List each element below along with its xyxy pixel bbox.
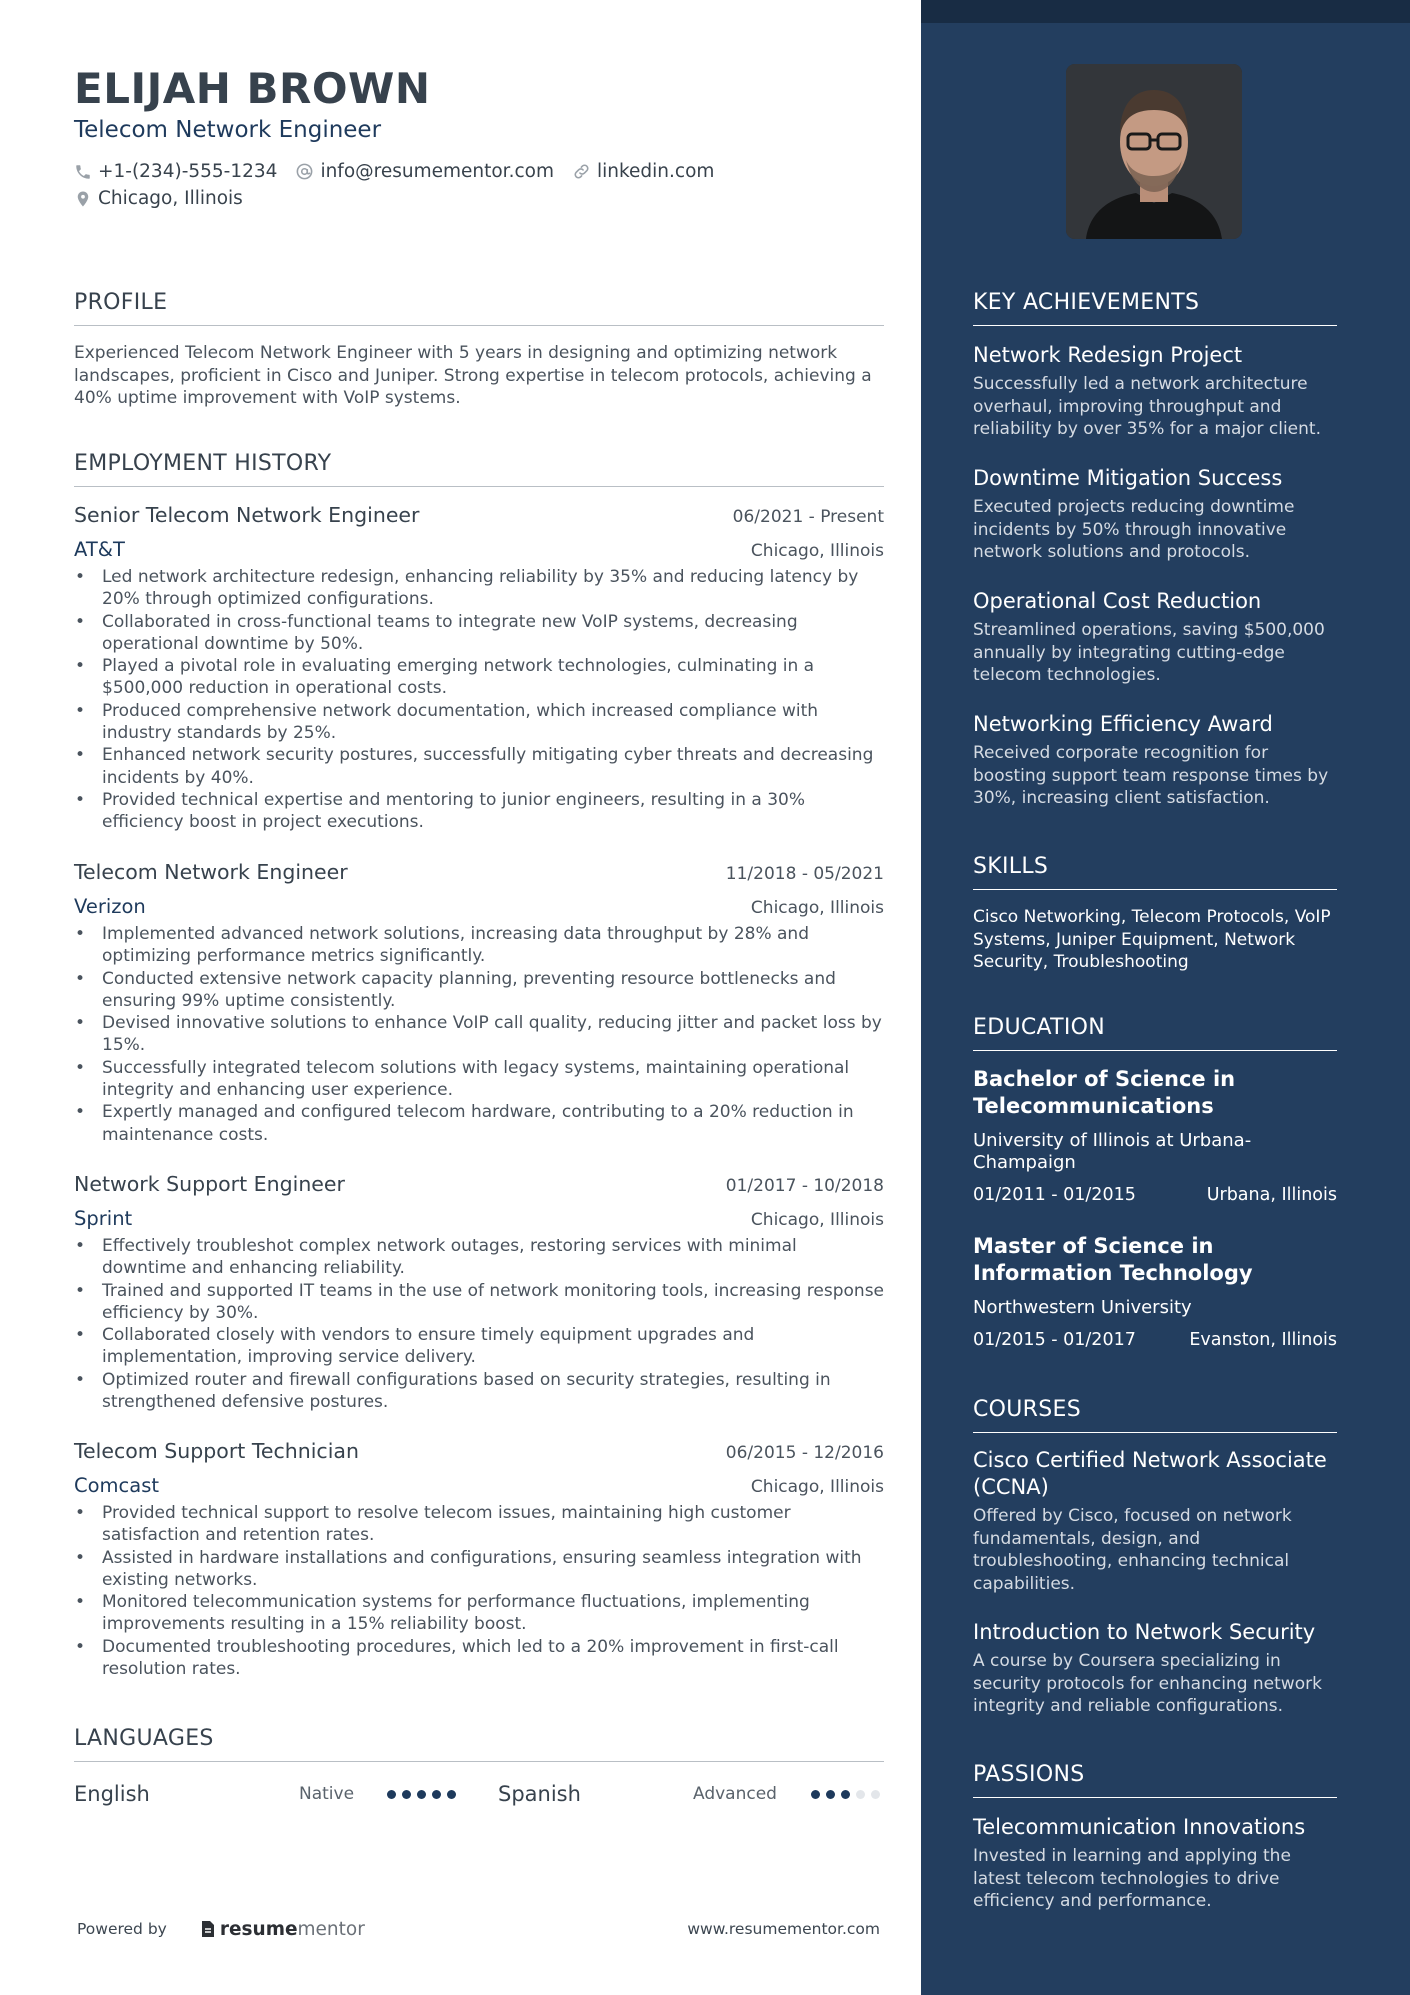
language-rating — [811, 1790, 886, 1799]
job-title: Telecom Network Engineer — [74, 117, 382, 143]
job-dates: 01/2017 - 10/2018 — [725, 1176, 884, 1196]
powered-by-label: Powered by — [77, 1920, 167, 1938]
passion-desc: Invested in learning and applying the latest telecom technologies to drive efficiency and performance. — [973, 1846, 1291, 1911]
language-rating — [387, 1790, 462, 1799]
education-dates: 01/2015 - 01/2017 — [973, 1330, 1136, 1350]
achievement-desc: Received corporate recognition for boosting support team response times by 30%, increasing client satisfaction. — [973, 743, 1329, 808]
education-location: Evanston, Illinois — [1189, 1330, 1337, 1350]
job-role: Telecom Network Engineer — [74, 860, 348, 884]
bullet-item: • Successfully integrated telecom solutions with legacy systems, maintaining operational integrity and enhancing user experience. — [74, 1057, 884, 1102]
education-degree: Master of Science in Information Technology — [973, 1234, 1253, 1285]
job-company: Verizon — [74, 895, 146, 918]
profile-photo — [1066, 64, 1242, 239]
job-location: Chicago, Illinois — [750, 1210, 884, 1230]
achievement-title: Network Redesign Project — [973, 343, 1243, 367]
job-entry — [74, 503, 884, 834]
education-degree: Bachelor of Science in Telecommunications — [973, 1067, 1236, 1118]
language-item — [74, 1779, 150, 1809]
job-bullets — [74, 923, 884, 1146]
phone-icon — [74, 163, 92, 181]
achievement-title: Networking Efficiency Award — [973, 712, 1273, 736]
contact-row — [74, 161, 732, 182]
language-name: English — [74, 1782, 150, 1806]
bullet-item: • Optimized router and firewall configurations based on security strategies, resulting in strengthened defensive postures. — [74, 1369, 884, 1414]
rating-dot-filled — [841, 1790, 850, 1799]
linkedin-text: linkedin.com — [596, 161, 715, 182]
job-location: Chicago, Illinois — [750, 898, 884, 918]
rating-dot-filled — [402, 1790, 411, 1799]
skills-heading: SKILLS — [973, 854, 1337, 890]
contact-email[interactable] — [295, 161, 554, 182]
candidate-name: ELIJAH BROWN — [74, 64, 431, 113]
footer — [74, 1914, 884, 1944]
language-name: Spanish — [498, 1782, 581, 1806]
language-level: Advanced — [693, 1784, 777, 1804]
portrait-image — [1066, 64, 1242, 239]
achievement-item — [973, 341, 1337, 441]
passion-item — [973, 1813, 1337, 1913]
course-desc: Offered by Cisco, focused on network fundamentals, design, and troubleshooting, enhancing technical capabilities. — [973, 1506, 1292, 1594]
rating-dot-empty — [871, 1790, 880, 1799]
rating-dot-filled — [387, 1790, 396, 1799]
course-item — [973, 1618, 1337, 1718]
education-location: Urbana, Illinois — [1206, 1185, 1337, 1205]
job-company: AT&T — [74, 538, 125, 561]
bullet-item: • Enhanced network security postures, successfully mitigating cyber threats and decreasing incidents by 40%. — [74, 744, 884, 789]
bullet-item: • Documented troubleshooting procedures, which led to a 20% improvement in first-call resolution rates. — [74, 1636, 884, 1681]
course-item — [973, 1447, 1337, 1595]
rating-dot-filled — [417, 1790, 426, 1799]
education-heading: EDUCATION — [973, 1015, 1337, 1051]
link-icon — [572, 162, 591, 181]
achievement-item — [973, 587, 1337, 687]
at-sign-icon — [295, 162, 314, 181]
bullet-item: • Devised innovative solutions to enhance VoIP call quality, reducing jitter and packet loss by 15%. — [74, 1012, 884, 1057]
achievement-title: Downtime Mitigation Success — [973, 466, 1283, 490]
job-location: Chicago, Illinois — [750, 541, 884, 561]
bullet-item: • Assisted in hardware installations and configurations, ensuring seamless integration with existing networks. — [74, 1547, 884, 1592]
skills-list: Cisco Networking, Telecom Protocols, VoIP Systems, Juniper Equipment, Network Security, Troubleshooting — [973, 907, 1331, 972]
course-title: Cisco Certified Network Associate (CCNA) — [973, 1448, 1327, 1499]
education-item — [973, 1233, 1337, 1350]
job-role: Senior Telecom Network Engineer — [74, 503, 420, 527]
bullet-item: • Provided technical support to resolve telecom issues, maintaining high customer satisfaction and retention rates. — [74, 1502, 884, 1547]
bullet-item: • Collaborated in cross-functional teams to integrate new VoIP systems, decreasing operational downtime by 50%. — [74, 611, 884, 656]
rating-dot-filled — [432, 1790, 441, 1799]
bullet-item: • Trained and supported IT teams in the use of network monitoring tools, increasing response efficiency by 30%. — [74, 1280, 884, 1325]
job-dates: 06/2021 - Present — [732, 507, 884, 527]
job-role: Network Support Engineer — [74, 1172, 345, 1196]
job-company: Sprint — [74, 1207, 133, 1230]
course-desc: A course by Coursera specializing in security protocols for enhancing network integrity and reliable configurations. — [973, 1651, 1322, 1716]
phone-text: +1-(234)-555-1234 — [98, 161, 278, 182]
brand-bold: resume — [219, 1918, 298, 1940]
bullet-item: • Monitored telecommunication systems for performance fluctuations, implementing improvements resulting in a 15% reliability boost. — [74, 1591, 884, 1636]
bullet-item: • Produced comprehensive network documentation, which increased compliance with industry standards by 25%. — [74, 700, 884, 745]
brand-light: mentor — [297, 1918, 365, 1940]
bullet-item: • Collaborated closely with vendors to ensure timely equipment upgrades and implementation, improving service delivery. — [74, 1324, 884, 1369]
education-dates: 01/2011 - 01/2015 — [973, 1185, 1136, 1205]
location-text: Chicago, Illinois — [98, 188, 243, 209]
bullet-item: • Conducted extensive network capacity planning, preventing resource bottlenecks and ensuring 99% uptime consistently. — [74, 968, 884, 1013]
achievement-item — [973, 710, 1337, 810]
contact-row-location — [74, 188, 261, 209]
job-company: Comcast — [74, 1474, 160, 1497]
courses-heading: COURSES — [973, 1397, 1337, 1433]
achievement-title: Operational Cost Reduction — [973, 589, 1262, 613]
job-role: Telecom Support Technician — [74, 1439, 359, 1463]
achievement-desc: Successfully led a network architecture overhaul, improving throughput and reliability by over 35% for a major client. — [973, 374, 1321, 439]
education-item — [973, 1066, 1337, 1205]
resumementor-logo[interactable] — [199, 1919, 365, 1940]
job-entry — [74, 1172, 884, 1413]
rating-dot-filled — [811, 1790, 820, 1799]
language-level: Native — [299, 1784, 355, 1804]
bullet-item: • Led network architecture redesign, enhancing reliability by 35% and reducing latency by 20% through optimized configurations. — [74, 566, 884, 611]
location-pin-icon — [74, 189, 92, 209]
achievements-heading: KEY ACHIEVEMENTS — [973, 290, 1337, 326]
contact-location — [74, 188, 243, 209]
job-bullets — [74, 1502, 884, 1680]
job-dates: 11/2018 - 05/2021 — [725, 864, 884, 884]
resumementor-logo-icon — [199, 1919, 217, 1939]
languages-row — [74, 1779, 884, 1809]
job-entry — [74, 860, 884, 1146]
education-school: University of Illinois at Urbana-Champaign — [973, 1130, 1252, 1173]
job-dates: 06/2015 - 12/2016 — [725, 1443, 884, 1463]
language-item — [498, 1779, 581, 1809]
sidebar — [921, 0, 1410, 1995]
achievement-desc: Streamlined operations, saving $500,000 annually by integrating cutting-edge telecom technologies. — [973, 620, 1325, 685]
course-title: Introduction to Network Security — [973, 1620, 1316, 1644]
passions-heading: PASSIONS — [973, 1762, 1337, 1798]
contact-phone[interactable] — [74, 161, 277, 182]
job-location: Chicago, Illinois — [750, 1477, 884, 1497]
rating-dot-empty — [856, 1790, 865, 1799]
bullet-item: • Played a pivotal role in evaluating emerging network technologies, culminating in a $500,000 reduction in operational costs. — [74, 655, 884, 700]
achievement-item — [973, 464, 1337, 564]
achievement-desc: Executed projects reducing downtime incidents by 50% through innovative network solutions and protocols. — [973, 497, 1295, 562]
profile-heading: PROFILE — [74, 290, 884, 326]
education-school: Northwestern University — [973, 1297, 1192, 1318]
sidebar-top-band — [921, 0, 1410, 23]
rating-dot-filled — [447, 1790, 456, 1799]
bullet-item: • Provided technical expertise and mentoring to junior engineers, resulting in a 30% efficiency boost in project executions. — [74, 789, 884, 834]
employment-heading: EMPLOYMENT HISTORY — [74, 451, 884, 487]
languages-heading: LANGUAGES — [74, 1726, 884, 1762]
bullet-item: • Implemented advanced network solutions, increasing data throughput by 28% and optimizing performance metrics significantly. — [74, 923, 884, 968]
bullet-item: • Expertly managed and configured telecom hardware, contributing to a 20% reduction in maintenance costs. — [74, 1101, 884, 1146]
job-bullets — [74, 566, 884, 834]
job-bullets — [74, 1235, 884, 1413]
contact-linkedin[interactable] — [572, 161, 714, 182]
passion-title: Telecommunication Innovations — [973, 1815, 1306, 1839]
rating-dot-filled — [826, 1790, 835, 1799]
bullet-item: • Effectively troubleshot complex network outages, restoring services with minimal downtime and enhancing reliability. — [74, 1235, 884, 1280]
profile-summary: Experienced Telecom Network Engineer with 5 years in designing and optimizing network landscapes, proficient in Cisco and Juniper. Strong expertise in telecom protocols, achieving a 40% uptime improvement with VoIP systems. — [74, 343, 872, 408]
email-text: info@resumementor.com — [320, 161, 554, 182]
footer-url[interactable]: www.resumementor.com — [687, 1920, 880, 1938]
job-entry — [74, 1439, 884, 1680]
